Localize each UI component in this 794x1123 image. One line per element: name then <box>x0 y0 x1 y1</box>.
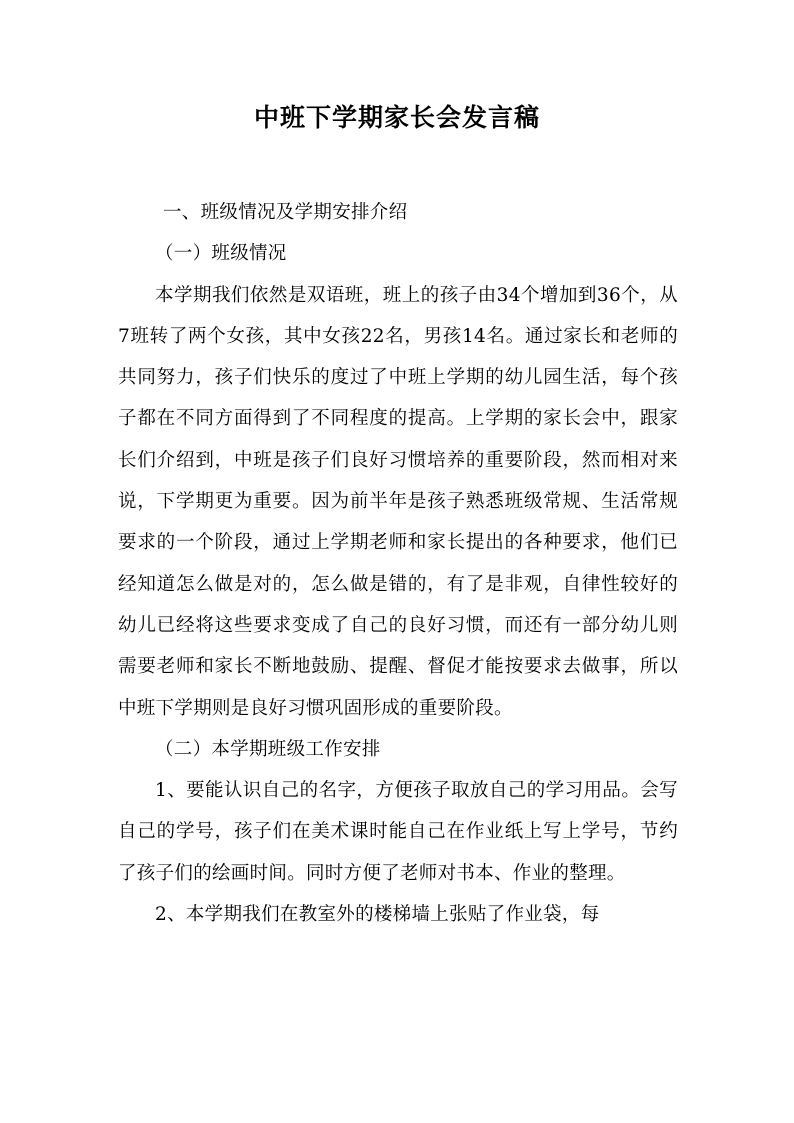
document-title: 中班下学期家长会发言稿 <box>253 103 540 132</box>
paragraph-class-info: 本学期我们依然是双语班，班上的孩子由34个增加到36个，从7班转了两个女孩，其中女孩22名，男孩14名。通过家长和老师的共同努力，孩子们快乐的度过了中班上学期的幼儿园生活，每个孩子都在不同方面得到了不同程度的提高。上学期的家长会中，跟家长们介绍到，中班是孩子们良好习惯培养的重要阶段，然而相对来说，下学期更为重要。因为前半年是孩子熟悉班级常规、生活常规要求的一个阶段，通过上学期老师和家长提出的各种要求，他们已经知道怎么做是对的，怎么做是错的，有了是非观，自律性较好的幼儿已经将这些要求变成了自己的良好习惯，而还有一部分幼儿则需要老师和家长不断地鼓励、提醒、督促才能按要求去做事，所以中班下学期则是良好习惯巩固形成的重要阶段。 <box>118 284 678 719</box>
paragraph-plan-item-2: 2、本学期我们在教室外的楼梯墙上张贴了作业袋，每 <box>155 904 600 926</box>
section-heading-1: 一、班级情况及学期安排介绍 <box>163 202 408 223</box>
document-body <box>118 192 678 935</box>
subsection-heading-class-info: （一）班级情况 <box>155 243 287 265</box>
paragraph-plan-item-1: 1、要能认识自己的名字，方便孩子取放自己的学习用品。会写自己的学号，孩子们在美术课时能自己在作业纸上写上学号，节约了孩子们的绘画时间。同时方便了老师对书本、作业的整理。 <box>118 780 678 884</box>
subsection-heading-work-plan: （二）本学期班级工作安排 <box>155 738 381 760</box>
